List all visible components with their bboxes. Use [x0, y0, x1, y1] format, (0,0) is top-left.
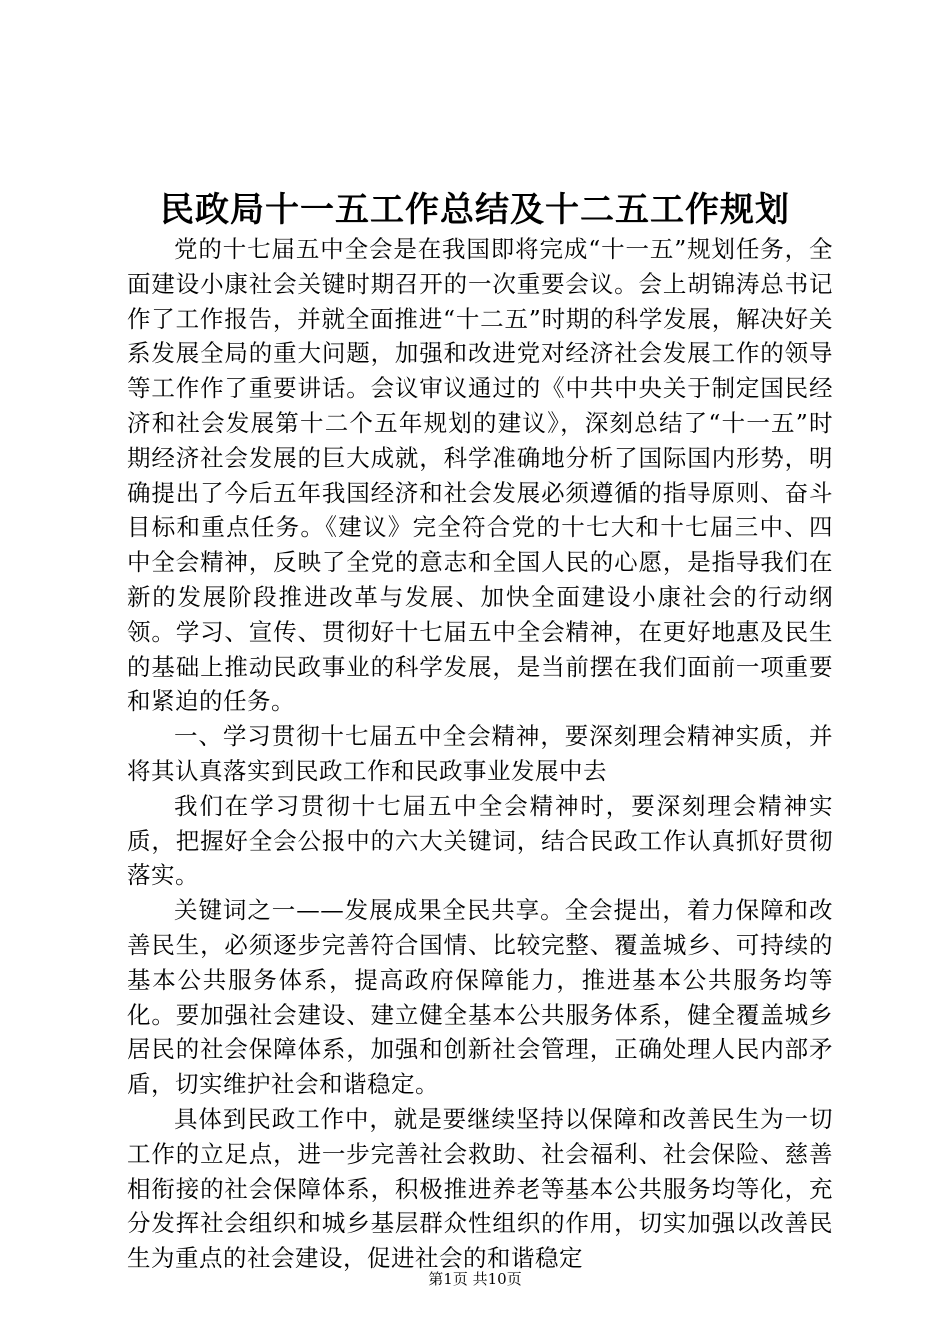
document-body — [127, 232, 833, 1276]
paragraph-keywords-intro: 我们在学习贯彻十七届五中全会精神时，要深刻理会精神实质，把握好全会公报中的六大关键词，结合民政工作认真抓好贯彻落实。 — [127, 791, 833, 890]
paragraph-intro: 党的十七届五中全会是在我国即将完成“十一五”规划任务，全面建设小康社会关键时期召开的一次重要会议。会上胡锦涛总书记作了工作报告，并就全面推进“十二五”时期的科学发展，解决好关系发展全局的重大问题，加强和改进党对经济社会发展工作的领导等工作作了重要讲话。会议审议通过的《中共中央关于制定国民经济和社会发展第十二个五年规划的建议》，深刻总结了“十一五”时期经济社会发展的巨大成就，科学准确地分析了国际国内形势，明确提出了今后五年我国经济和社会发展必须遵循的指导原则、奋斗目标和重点任务。《建议》完全符合党的十七大和十七届三中、四中全会精神，反映了全党的意志和全国人民的心愿，是指导我们在新的发展阶段推进改革与发展、加快全面建设小康社会的行动纲领。学习、宣传、贯彻好十七届五中全会精神，在更好地惠及民生的基础上推动民政事业的科学发展，是当前摆在我们面前一项重要和紧迫的任务。 — [127, 235, 833, 716]
page-footer: 第1页 共10页 — [428, 1270, 522, 1288]
paragraph-section-heading: 一、学习贯彻十七届五中全会精神，要深刻理会精神实质，并将其认真落实到民政工作和民政事业发展中去 — [127, 722, 833, 785]
paragraph-civil-affairs: 具体到民政工作中，就是要继续坚持以保障和改善民生为一切工作的立足点，进一步完善社会救助、社会福利、社会保险、慈善相衔接的社会保障体系，积极推进养老等基本公共服务均等化，充分发挥社会组织和城乡基层群众性组织的作用，切实加强以改善民生为重点的社会建设，促进社会的和谐稳定 — [127, 1104, 833, 1273]
document-title: 民政局十一五工作总结及十二五工作规划 — [160, 190, 790, 230]
paragraph-keyword-one: 关键词之一——发展成果全民共享。全会提出，着力保障和改善民生，必须逐步完善符合国情、比较完整、覆盖城乡、可持续的基本公共服务体系，提高政府保障能力，推进基本公共服务均等化。要加强社会建设、建立健全基本公共服务体系，健全覆盖城乡居民的社会保障体系，加强和创新社会管理，正确处理人民内部矛盾，切实维护社会和谐稳定。 — [127, 896, 833, 1099]
